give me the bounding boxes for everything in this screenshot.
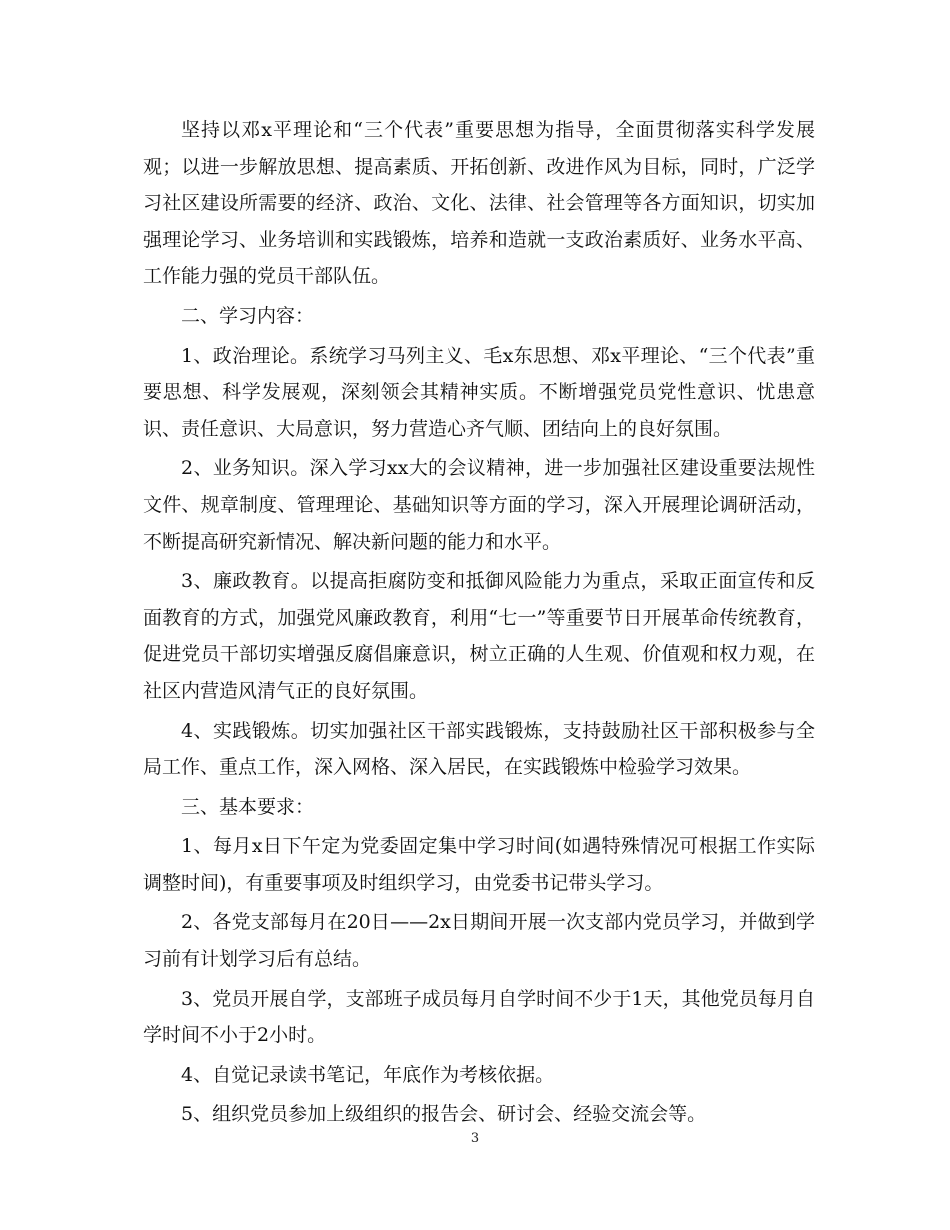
requirement-item-3: 3、党员开展自学，支部班子成员每月自学时间不少于1天，其他党员每月自学时间不小于2小时。 [143, 987, 815, 1047]
paragraph-business-knowledge: 2、业务知识。深入学习xx大的会议精神，进一步加强社区建设重要法规性文件、规章制度、管理理论、基础知识等方面的学习，深入开展理论调研活动，不断提高研究新情况、解决新问题的能力和水平。 [143, 457, 815, 553]
heading-study-content: 二、学习内容： [181, 304, 315, 327]
requirement-item-1: 1、每月x日下午定为党委固定集中学习时间(如遇特殊情况可根据工作实际调整时间)，有重要事项及时组织学习，由党委书记带头学习。 [143, 835, 815, 894]
heading-basic-requirements: 三、基本要求： [181, 795, 315, 818]
paragraph-political-theory: 1、政治理论。系统学习马列主义、毛x东思想、邓x平理论、“三个代表”重要思想、科学发展观，深刻领会其精神实质。不断增强党员党性意识、忧患意识、责任意识、大局意识，努力营造心齐气顺、团结向上的良好氛围。 [143, 344, 815, 440]
paragraph-guiding-principle: 坚持以邓x平理论和“三个代表”重要思想为指导，全面贯彻落实科学发展观；以进一步解放思想、提高素质、开拓创新、改进作风为目标，同时，广泛学习社区建设所需要的经济、政治、文化、法律、社会管理等各方面知识，切实加强理论学习、业务培训和实践锻炼，培养和造就一支政治素质好、业务水平高、工作能力强的党员干部队伍。 [143, 119, 815, 288]
page-number: 3 [470, 1131, 480, 1146]
paragraph-practice-training: 4、实践锻炼。切实加强社区干部实践锻炼，支持鼓励社区干部积极参与全局工作、重点工作，深入网格、深入居民，在实践锻炼中检验学习效果。 [143, 719, 815, 779]
paragraph-integrity-education: 3、廉政教育。以提高拒腐防变和抵御风险能力为重点，采取正面宣传和反面教育的方式，加强党风廉政教育，利用“七一”等重要节日开展革命传统教育，促进党员干部切实增强反腐倡廉意识，树立正确的人生观、价值观和权力观，在社区内营造风清气正的良好氛围。 [143, 570, 815, 702]
requirement-item-5: 5、组织党员参加上级组织的报告会、研讨会、经验交流会等。 [181, 1103, 707, 1126]
requirement-item-4: 4、自觉记录读书笔记，年底作为考核依据。 [181, 1063, 555, 1086]
document-body [143, 112, 815, 1136]
requirement-item-2: 2、各党支部每月在20日——2x日期间开展一次支部内党员学习，并做到学习前有计划学习后有总结。 [143, 911, 815, 971]
